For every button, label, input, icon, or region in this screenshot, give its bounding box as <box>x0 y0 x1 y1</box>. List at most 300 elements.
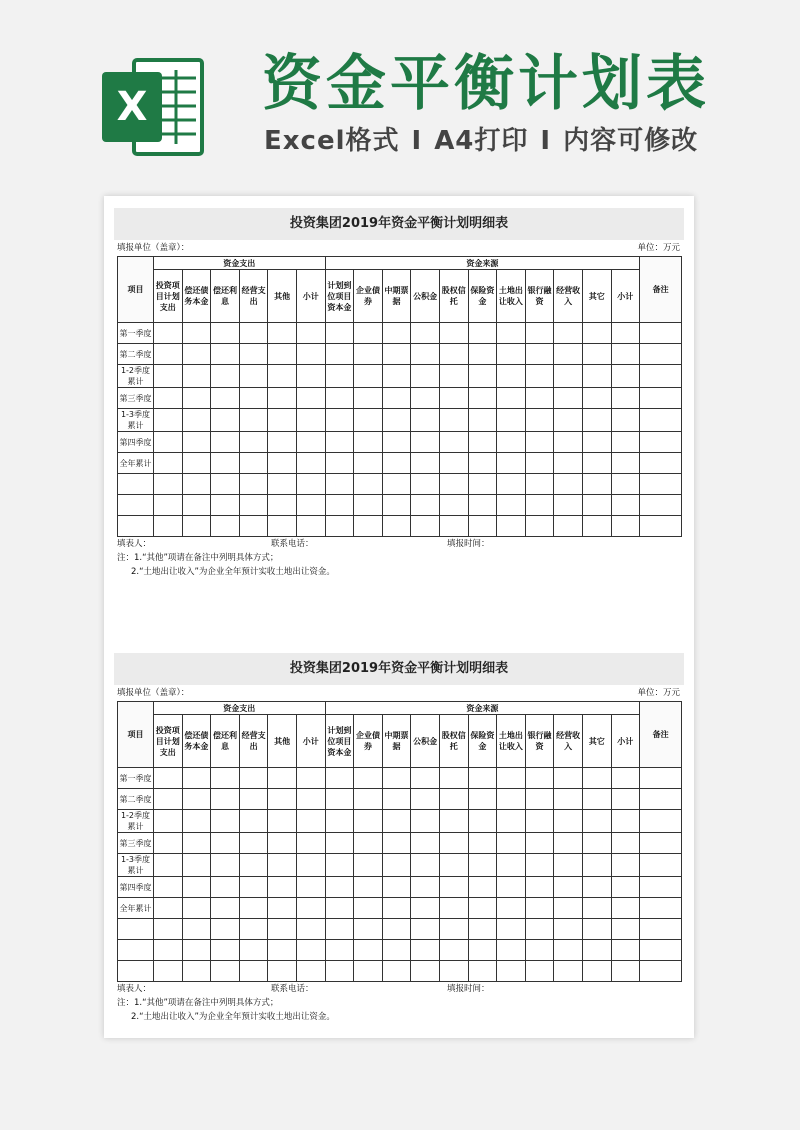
table-cell[interactable] <box>611 940 640 961</box>
table-cell[interactable] <box>268 474 297 495</box>
table-cell[interactable] <box>382 388 411 409</box>
table-cell[interactable] <box>154 877 183 898</box>
table-cell[interactable] <box>268 768 297 789</box>
table-cell[interactable] <box>525 810 554 833</box>
table-cell[interactable] <box>640 854 682 877</box>
table-cell[interactable] <box>382 810 411 833</box>
table-cell[interactable] <box>439 789 468 810</box>
table-cell[interactable] <box>411 409 440 432</box>
table-cell[interactable] <box>611 810 640 833</box>
table-cell[interactable] <box>439 940 468 961</box>
table-cell[interactable] <box>439 810 468 833</box>
table-cell[interactable] <box>439 344 468 365</box>
table-cell[interactable] <box>640 961 682 982</box>
table-cell[interactable] <box>182 453 211 474</box>
table-cell[interactable] <box>211 323 240 344</box>
table-cell[interactable] <box>439 961 468 982</box>
table-cell[interactable] <box>611 516 640 537</box>
table-cell[interactable] <box>211 961 240 982</box>
table-cell[interactable] <box>439 323 468 344</box>
table-cell[interactable] <box>468 453 497 474</box>
table-cell[interactable] <box>239 961 268 982</box>
table-cell[interactable] <box>154 344 183 365</box>
table-cell[interactable] <box>497 877 526 898</box>
table-cell[interactable] <box>296 898 325 919</box>
table-cell[interactable] <box>239 453 268 474</box>
table-cell[interactable] <box>325 365 354 388</box>
table-cell[interactable] <box>554 854 583 877</box>
table-cell[interactable] <box>239 833 268 854</box>
table-cell[interactable] <box>325 961 354 982</box>
table-cell[interactable] <box>554 474 583 495</box>
table-cell[interactable] <box>296 344 325 365</box>
table-cell[interactable] <box>382 365 411 388</box>
table-cell[interactable] <box>640 495 682 516</box>
table-cell[interactable] <box>296 768 325 789</box>
table-cell[interactable] <box>439 409 468 432</box>
table-cell[interactable] <box>468 409 497 432</box>
table-cell[interactable] <box>525 961 554 982</box>
table-cell[interactable] <box>640 810 682 833</box>
table-cell[interactable] <box>468 877 497 898</box>
table-cell[interactable] <box>154 409 183 432</box>
table-cell[interactable] <box>439 898 468 919</box>
table-cell[interactable] <box>411 854 440 877</box>
table-cell[interactable] <box>325 898 354 919</box>
table-cell[interactable] <box>325 388 354 409</box>
table-cell[interactable] <box>182 365 211 388</box>
table-cell[interactable] <box>554 323 583 344</box>
table-cell[interactable] <box>439 877 468 898</box>
table-cell[interactable] <box>239 768 268 789</box>
table-cell[interactable] <box>325 810 354 833</box>
table-cell[interactable] <box>354 388 383 409</box>
table-cell[interactable] <box>640 432 682 453</box>
table-cell[interactable] <box>468 961 497 982</box>
table-cell[interactable] <box>268 961 297 982</box>
table-cell[interactable] <box>525 323 554 344</box>
table-cell[interactable] <box>554 516 583 537</box>
table-cell[interactable] <box>239 409 268 432</box>
table-cell[interactable] <box>640 919 682 940</box>
table-cell[interactable] <box>354 516 383 537</box>
table-cell[interactable] <box>239 810 268 833</box>
table-cell[interactable] <box>468 789 497 810</box>
table-cell[interactable] <box>268 940 297 961</box>
table-cell[interactable] <box>296 409 325 432</box>
table-cell[interactable] <box>468 898 497 919</box>
table-cell[interactable] <box>296 516 325 537</box>
table-cell[interactable] <box>239 898 268 919</box>
table-cell[interactable] <box>640 409 682 432</box>
table-cell[interactable] <box>611 453 640 474</box>
table-cell[interactable] <box>382 854 411 877</box>
table-cell[interactable] <box>582 453 611 474</box>
table-cell[interactable] <box>411 940 440 961</box>
table-cell[interactable] <box>497 474 526 495</box>
table-cell[interactable] <box>439 833 468 854</box>
table-cell[interactable] <box>582 961 611 982</box>
table-cell[interactable] <box>554 388 583 409</box>
table-cell[interactable] <box>525 409 554 432</box>
table-cell[interactable] <box>182 833 211 854</box>
table-cell[interactable] <box>154 365 183 388</box>
table-cell[interactable] <box>611 365 640 388</box>
table-cell[interactable] <box>182 919 211 940</box>
table-cell[interactable] <box>354 365 383 388</box>
table-cell[interactable] <box>525 898 554 919</box>
table-cell[interactable] <box>468 854 497 877</box>
table-cell[interactable] <box>268 877 297 898</box>
table-cell[interactable] <box>354 409 383 432</box>
table-cell[interactable] <box>211 768 240 789</box>
table-cell[interactable] <box>268 409 297 432</box>
table-cell[interactable] <box>468 388 497 409</box>
table-cell[interactable] <box>611 432 640 453</box>
table-cell[interactable] <box>468 768 497 789</box>
table-cell[interactable] <box>182 409 211 432</box>
table-cell[interactable] <box>468 474 497 495</box>
table-cell[interactable] <box>525 877 554 898</box>
table-cell[interactable] <box>640 898 682 919</box>
table-cell[interactable] <box>525 453 554 474</box>
table-cell[interactable] <box>554 365 583 388</box>
table-cell[interactable] <box>525 516 554 537</box>
table-cell[interactable] <box>182 474 211 495</box>
table-cell[interactable] <box>411 961 440 982</box>
table-cell[interactable] <box>525 789 554 810</box>
table-cell[interactable] <box>182 789 211 810</box>
table-cell[interactable] <box>611 833 640 854</box>
table-cell[interactable] <box>582 323 611 344</box>
table-cell[interactable] <box>296 854 325 877</box>
table-cell[interactable] <box>411 453 440 474</box>
table-cell[interactable] <box>582 940 611 961</box>
table-cell[interactable] <box>354 833 383 854</box>
table-cell[interactable] <box>411 833 440 854</box>
table-cell[interactable] <box>525 768 554 789</box>
table-cell[interactable] <box>239 919 268 940</box>
table-cell[interactable] <box>325 474 354 495</box>
table-cell[interactable] <box>640 833 682 854</box>
table-cell[interactable] <box>497 940 526 961</box>
table-cell[interactable] <box>411 388 440 409</box>
table-cell[interactable] <box>325 432 354 453</box>
table-cell[interactable] <box>382 877 411 898</box>
table-cell[interactable] <box>468 516 497 537</box>
table-cell[interactable] <box>554 833 583 854</box>
table-cell[interactable] <box>239 495 268 516</box>
table-cell[interactable] <box>554 877 583 898</box>
table-cell[interactable] <box>582 388 611 409</box>
table-cell[interactable] <box>525 495 554 516</box>
table-cell[interactable] <box>497 854 526 877</box>
table-cell[interactable] <box>268 453 297 474</box>
table-cell[interactable] <box>296 432 325 453</box>
table-cell[interactable] <box>525 940 554 961</box>
table-cell[interactable] <box>382 789 411 810</box>
table-cell[interactable] <box>611 789 640 810</box>
table-cell[interactable] <box>154 432 183 453</box>
table-cell[interactable] <box>239 474 268 495</box>
table-cell[interactable] <box>554 810 583 833</box>
table-cell[interactable] <box>611 919 640 940</box>
table-cell[interactable] <box>296 877 325 898</box>
table-cell[interactable] <box>439 495 468 516</box>
table-cell[interactable] <box>182 344 211 365</box>
table-cell[interactable] <box>582 789 611 810</box>
table-cell[interactable] <box>525 919 554 940</box>
table-cell[interactable] <box>211 388 240 409</box>
table-cell[interactable] <box>554 898 583 919</box>
table-cell[interactable] <box>582 768 611 789</box>
table-cell[interactable] <box>554 495 583 516</box>
table-cell[interactable] <box>411 789 440 810</box>
table-cell[interactable] <box>554 919 583 940</box>
table-cell[interactable] <box>640 323 682 344</box>
table-cell[interactable] <box>154 961 183 982</box>
table-cell[interactable] <box>497 961 526 982</box>
table-cell[interactable] <box>497 810 526 833</box>
table-cell[interactable] <box>268 365 297 388</box>
table-cell[interactable] <box>268 789 297 810</box>
table-cell[interactable] <box>582 344 611 365</box>
table-cell[interactable] <box>411 768 440 789</box>
table-cell[interactable] <box>239 789 268 810</box>
table-cell[interactable] <box>182 768 211 789</box>
table-cell[interactable] <box>211 877 240 898</box>
table-cell[interactable] <box>268 810 297 833</box>
table-cell[interactable] <box>497 833 526 854</box>
table-cell[interactable] <box>640 789 682 810</box>
table-cell[interactable] <box>354 323 383 344</box>
table-cell[interactable] <box>640 453 682 474</box>
table-cell[interactable] <box>497 516 526 537</box>
table-cell[interactable] <box>239 323 268 344</box>
table-cell[interactable] <box>325 323 354 344</box>
table-cell[interactable] <box>325 940 354 961</box>
table-cell[interactable] <box>154 919 183 940</box>
table-cell[interactable] <box>411 495 440 516</box>
table-cell[interactable] <box>182 323 211 344</box>
table-cell[interactable] <box>497 409 526 432</box>
table-cell[interactable] <box>211 495 240 516</box>
table-cell[interactable] <box>182 877 211 898</box>
table-cell[interactable] <box>611 877 640 898</box>
table-cell[interactable] <box>497 323 526 344</box>
table-cell[interactable] <box>468 432 497 453</box>
table-cell[interactable] <box>211 789 240 810</box>
table-cell[interactable] <box>354 961 383 982</box>
table-cell[interactable] <box>239 344 268 365</box>
table-cell[interactable] <box>582 877 611 898</box>
table-cell[interactable] <box>239 854 268 877</box>
table-cell[interactable] <box>296 474 325 495</box>
table-cell[interactable] <box>411 877 440 898</box>
table-cell[interactable] <box>239 516 268 537</box>
table-cell[interactable] <box>640 940 682 961</box>
table-cell[interactable] <box>611 854 640 877</box>
table-cell[interactable] <box>411 323 440 344</box>
table-cell[interactable] <box>268 854 297 877</box>
table-cell[interactable] <box>611 768 640 789</box>
table-cell[interactable] <box>554 789 583 810</box>
table-cell[interactable] <box>154 940 183 961</box>
table-cell[interactable] <box>182 432 211 453</box>
table-cell[interactable] <box>154 898 183 919</box>
table-cell[interactable] <box>182 516 211 537</box>
table-cell[interactable] <box>268 495 297 516</box>
table-cell[interactable] <box>182 898 211 919</box>
table-cell[interactable] <box>382 453 411 474</box>
table-cell[interactable] <box>211 453 240 474</box>
table-cell[interactable] <box>325 854 354 877</box>
table-cell[interactable] <box>382 940 411 961</box>
table-cell[interactable] <box>611 388 640 409</box>
table-cell[interactable] <box>211 365 240 388</box>
table-cell[interactable] <box>154 474 183 495</box>
table-cell[interactable] <box>468 323 497 344</box>
table-cell[interactable] <box>325 919 354 940</box>
table-cell[interactable] <box>640 516 682 537</box>
table-cell[interactable] <box>325 833 354 854</box>
table-cell[interactable] <box>382 323 411 344</box>
table-cell[interactable] <box>296 919 325 940</box>
table-cell[interactable] <box>382 495 411 516</box>
table-cell[interactable] <box>182 495 211 516</box>
table-cell[interactable] <box>154 810 183 833</box>
table-cell[interactable] <box>439 453 468 474</box>
table-cell[interactable] <box>582 495 611 516</box>
table-cell[interactable] <box>525 854 554 877</box>
table-cell[interactable] <box>582 432 611 453</box>
table-cell[interactable] <box>582 854 611 877</box>
table-cell[interactable] <box>411 365 440 388</box>
table-cell[interactable] <box>354 474 383 495</box>
table-cell[interactable] <box>296 810 325 833</box>
table-cell[interactable] <box>354 898 383 919</box>
table-cell[interactable] <box>239 388 268 409</box>
table-cell[interactable] <box>525 388 554 409</box>
table-cell[interactable] <box>239 432 268 453</box>
table-cell[interactable] <box>497 344 526 365</box>
table-cell[interactable] <box>468 495 497 516</box>
table-cell[interactable] <box>354 453 383 474</box>
table-cell[interactable] <box>497 453 526 474</box>
table-cell[interactable] <box>382 961 411 982</box>
table-cell[interactable] <box>611 898 640 919</box>
table-cell[interactable] <box>582 810 611 833</box>
table-cell[interactable] <box>268 323 297 344</box>
table-cell[interactable] <box>154 495 183 516</box>
table-cell[interactable] <box>525 344 554 365</box>
table-cell[interactable] <box>439 365 468 388</box>
table-cell[interactable] <box>211 344 240 365</box>
table-cell[interactable] <box>497 768 526 789</box>
table-cell[interactable] <box>554 453 583 474</box>
table-cell[interactable] <box>582 919 611 940</box>
table-cell[interactable] <box>382 344 411 365</box>
table-cell[interactable] <box>582 409 611 432</box>
table-cell[interactable] <box>382 432 411 453</box>
table-cell[interactable] <box>211 409 240 432</box>
table-cell[interactable] <box>611 474 640 495</box>
table-cell[interactable] <box>554 344 583 365</box>
table-cell[interactable] <box>582 474 611 495</box>
table-cell[interactable] <box>554 409 583 432</box>
table-cell[interactable] <box>182 961 211 982</box>
table-cell[interactable] <box>411 516 440 537</box>
table-cell[interactable] <box>268 898 297 919</box>
table-cell[interactable] <box>640 768 682 789</box>
table-cell[interactable] <box>211 432 240 453</box>
table-cell[interactable] <box>468 365 497 388</box>
table-cell[interactable] <box>439 432 468 453</box>
table-cell[interactable] <box>640 474 682 495</box>
table-cell[interactable] <box>439 388 468 409</box>
table-cell[interactable] <box>239 940 268 961</box>
table-cell[interactable] <box>382 833 411 854</box>
table-cell[interactable] <box>411 919 440 940</box>
table-cell[interactable] <box>468 810 497 833</box>
table-cell[interactable] <box>182 940 211 961</box>
table-cell[interactable] <box>325 495 354 516</box>
table-cell[interactable] <box>611 495 640 516</box>
table-cell[interactable] <box>497 365 526 388</box>
table-cell[interactable] <box>211 854 240 877</box>
table-cell[interactable] <box>325 344 354 365</box>
table-cell[interactable] <box>154 789 183 810</box>
table-cell[interactable] <box>354 432 383 453</box>
table-cell[interactable] <box>497 898 526 919</box>
table-cell[interactable] <box>296 961 325 982</box>
table-cell[interactable] <box>640 344 682 365</box>
table-cell[interactable] <box>497 919 526 940</box>
table-cell[interactable] <box>382 474 411 495</box>
table-cell[interactable] <box>154 854 183 877</box>
table-cell[interactable] <box>325 409 354 432</box>
table-cell[interactable] <box>154 516 183 537</box>
table-cell[interactable] <box>354 810 383 833</box>
table-cell[interactable] <box>611 961 640 982</box>
table-cell[interactable] <box>582 898 611 919</box>
table-cell[interactable] <box>525 833 554 854</box>
table-cell[interactable] <box>325 516 354 537</box>
table-cell[interactable] <box>439 854 468 877</box>
table-cell[interactable] <box>354 877 383 898</box>
table-cell[interactable] <box>154 453 183 474</box>
table-cell[interactable] <box>325 453 354 474</box>
table-cell[interactable] <box>411 898 440 919</box>
table-cell[interactable] <box>382 516 411 537</box>
table-cell[interactable] <box>211 940 240 961</box>
table-cell[interactable] <box>582 516 611 537</box>
table-cell[interactable] <box>154 833 183 854</box>
table-cell[interactable] <box>439 516 468 537</box>
table-cell[interactable] <box>382 768 411 789</box>
table-cell[interactable] <box>554 432 583 453</box>
table-cell[interactable] <box>296 495 325 516</box>
table-cell[interactable] <box>411 810 440 833</box>
table-cell[interactable] <box>468 833 497 854</box>
table-cell[interactable] <box>354 789 383 810</box>
table-cell[interactable] <box>325 877 354 898</box>
table-cell[interactable] <box>554 768 583 789</box>
table-cell[interactable] <box>382 898 411 919</box>
table-cell[interactable] <box>296 365 325 388</box>
table-cell[interactable] <box>497 789 526 810</box>
table-cell[interactable] <box>411 474 440 495</box>
